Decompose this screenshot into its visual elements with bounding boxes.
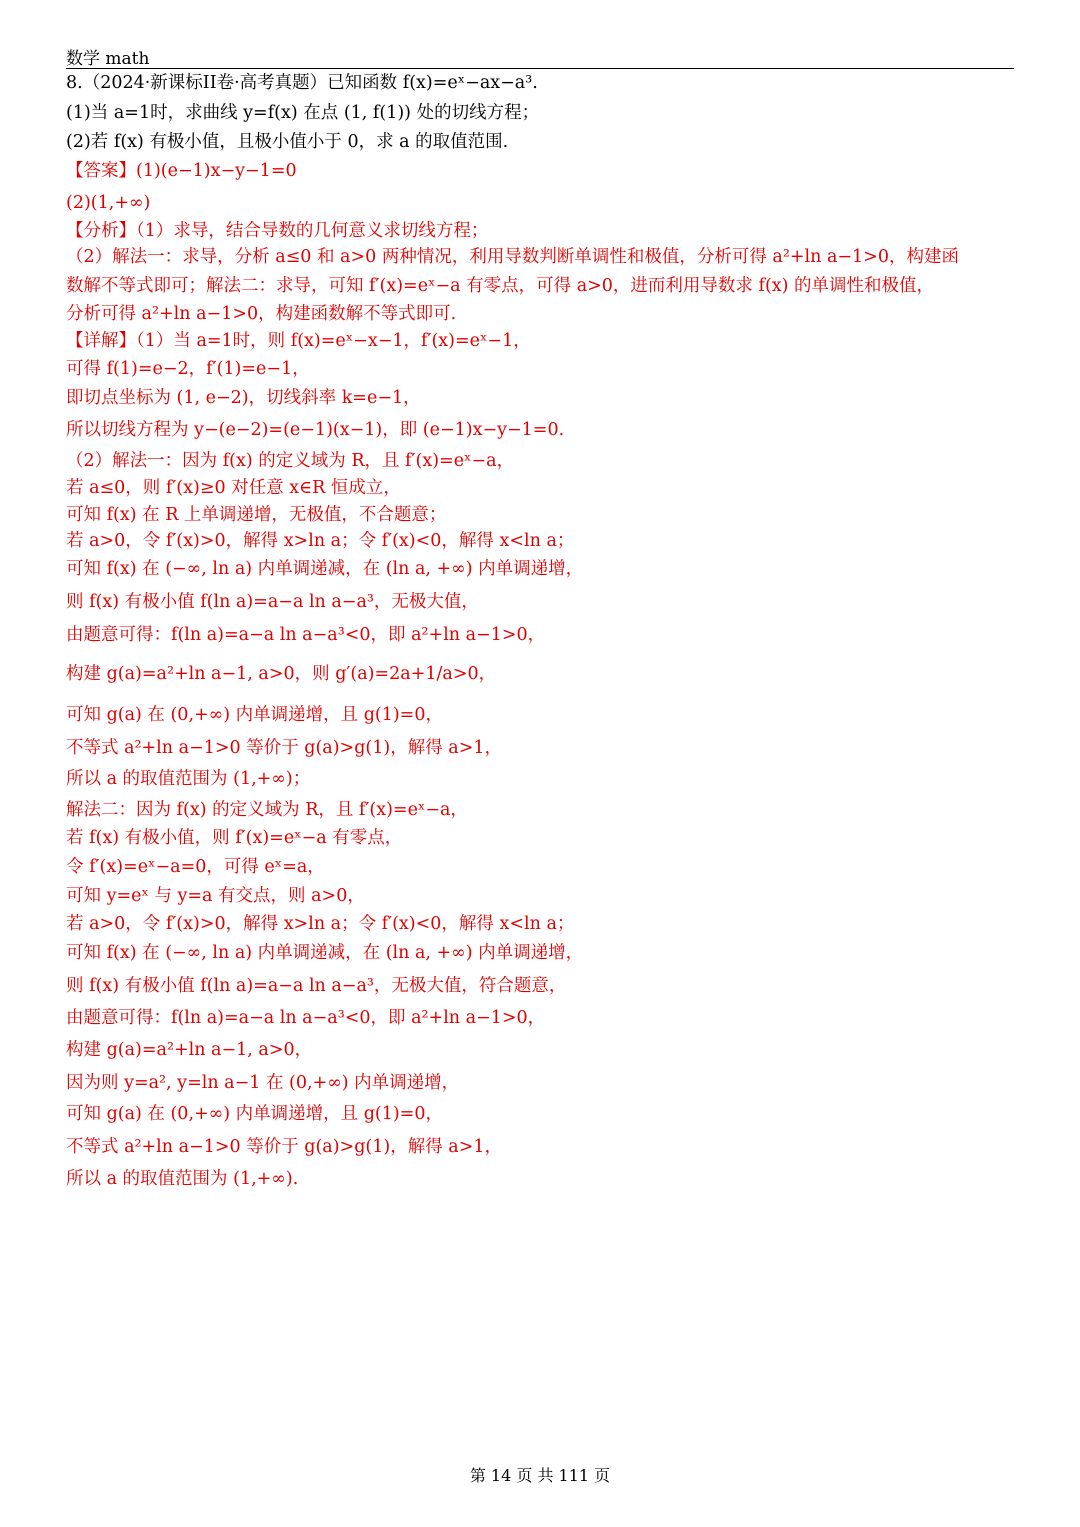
analysis-line: 数解不等式即可；解法二：求导，可知 f′(x)=eˣ−a 有零点，可得 a>0，进而利用导数求 f(x) 的单调性和极值， [66,276,935,296]
solution-line: 由题意可得：f(ln a)=a−a ln a−a³<0，即 a²+ln a−1>0， [66,1008,546,1028]
solution-line: 可知 f(x) 在 R 上单调递增，无极值，不合题意； [66,505,447,525]
solution-line: 则 f(x) 有极小值 f(ln a)=a−a ln a−a³，无极大值，符合题意， [66,976,567,996]
solution-line: 所以切线方程为 y−(e−2)=(e−1)(x−1)，即 (e−1)x−y−1=0. [66,420,565,440]
answer-part-2: (2)(1,+∞) [66,193,151,213]
solution-line: 构建 g(a)=a²+ln a−1, a>0，则 g′(a)=2a+1/a>0， [66,664,497,684]
solution-line: 解法二：因为 f(x) 的定义域为 R，且 f′(x)=eˣ−a， [66,800,468,820]
answer-part-1: 【答案】(1)(e−1)x−y−1=0 [66,161,297,181]
solution-line: 不等式 a²+ln a−1>0 等价于 g(a)>g(1)，解得 a>1， [66,1137,502,1157]
solution-line: 所以 a 的取值范围为 (1,+∞)； [66,769,311,789]
problem-statement: 8.（2024·新课标II卷·高考真题）已知函数 f(x)=eˣ−ax−a³. [66,73,538,93]
analysis-line: 【分析】（1）求导，结合导数的几何意义求切线方程； [66,221,489,241]
solution-line: 所以 a 的取值范围为 (1,+∞). [66,1169,299,1189]
page-number: 第 14 页 共 111 页 [469,1466,611,1485]
question-part-1: (1)当 a=1时，求曲线 y=f(x) 在点 (1, f(1)) 处的切线方程； [66,103,540,123]
solution-line: 若 a>0，令 f′(x)>0，解得 x>ln a；令 f′(x)<0，解得 x<ln a； [66,531,575,551]
solution-line: 若 a≤0，则 f′(x)≥0 对任意 x∈R 恒成立， [66,478,401,498]
analysis-line: 分析可得 a²+ln a−1>0，构建函数解不等式即可. [66,304,457,324]
solution-line: 构建 g(a)=a²+ln a−1, a>0， [66,1040,313,1060]
solution-line: 令 f′(x)=eˣ−a=0，可得 eˣ=a， [66,857,325,877]
page-header [66,40,1014,69]
solution-line: 若 f(x) 有极小值，则 f′(x)=eˣ−a 有零点， [66,828,403,848]
solution-line: 由题意可得：f(ln a)=a−a ln a−a³<0，即 a²+ln a−1>0， [66,625,546,645]
solution-line: 不等式 a²+ln a−1>0 等价于 g(a)>g(1)，解得 a>1， [66,738,502,758]
solution-line: 则 f(x) 有极小值 f(ln a)=a−a ln a−a³，无极大值， [66,592,479,612]
analysis-line: （2）解法一：求导，分析 a≤0 和 a>0 两种情况，利用导数判断单调性和极值，分析可得 a²+ln a−1>0，构建函 [66,247,959,267]
solution-line: 可知 f(x) 在 (−∞, ln a) 内单调递减，在 (ln a, +∞) 内单调递增， [66,559,584,579]
solution-line: 可知 f(x) 在 (−∞, ln a) 内单调递减，在 (ln a, +∞) 内单调递增， [66,943,584,963]
solution-line: 可知 g(a) 在 (0,+∞) 内单调递增，且 g(1)=0， [66,705,443,725]
header-title: 数学 math [66,49,150,69]
solution-line: 即切点坐标为 (1, e−2)，切线斜率 k=e−1， [66,388,421,408]
solution-line: 可知 y=eˣ 与 y=a 有交点，则 a>0， [66,886,365,906]
solution-line: 可得 f(1)=e−2，f′(1)=e−1， [66,359,310,379]
question-part-2: (2)若 f(x) 有极小值，且极小值小于 0，求 a 的取值范围. [66,132,509,152]
solution-line: 若 a>0，令 f′(x)>0，解得 x>ln a；令 f′(x)<0，解得 x<ln a； [66,914,575,934]
solution-line: 可知 g(a) 在 (0,+∞) 内单调递增，且 g(1)=0， [66,1104,443,1124]
solution-line: 【详解】（1）当 a=1时，则 f(x)=eˣ−x−1，f′(x)=eˣ−1， [66,331,531,351]
solution-line: （2）解法一：因为 f(x) 的定义域为 R，且 f′(x)=eˣ−a， [66,451,515,471]
solution-line: 因为则 y=a², y=ln a−1 在 (0,+∞) 内单调递增， [66,1073,460,1093]
